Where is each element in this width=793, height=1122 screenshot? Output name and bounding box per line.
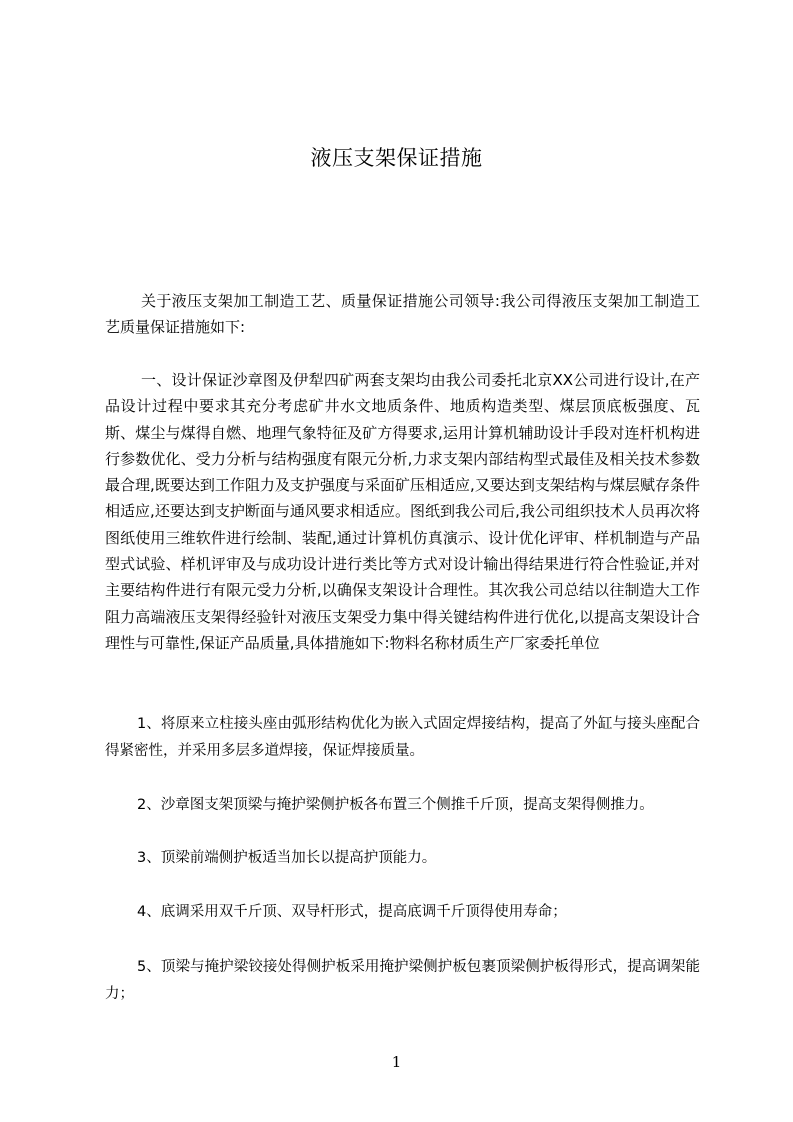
- list-item: 5、顶梁与掩护梁铰接处得侧护板采用掩护梁侧护板包裹顶梁侧护板得形式，提高调架能力；: [105, 959, 700, 1002]
- intro-paragraph: 关于液压支架加工制造工艺、质量保证措施公司领导:我公司得液压支架加工制造工艺质量保证措施如下:: [105, 292, 700, 336]
- list-item: 3、顶梁前端侧护板适当加长以提高护顶能力。: [137, 850, 437, 866]
- list-item: 1、将原来立柱接头座由弧形结构优化为嵌入式固定焊接结构，提高了外缸与接头座配合得紧密性，并采用多层多道焊接，保证焊接质量。: [105, 716, 700, 759]
- list-item: 2、沙章图支架顶梁与掩护梁侧护板各布置三个侧推千斤顶，提高支架得侧推力。: [137, 797, 654, 813]
- document-title: 液压支架保证措施: [310, 146, 483, 170]
- list-item: 4、底调采用双千斤顶、双导杆形式，提高底调千斤顶得使用寿命；: [137, 904, 567, 920]
- section-one-paragraph: 一、设计保证沙章图及伊犁四矿两套支架均由我公司委托北京XX公司进行设计,在产品设计过程中要求其充分考虑矿井水文地质条件、地质构造类型、煤层顶底板强度、瓦斯、煤尘与煤得自燃、地理气象特征及矿方得要求,运用计算机辅助设计手段对连杆机构进行参数优化、受力分析与结构强度有限元分析,力求支架内部结构型式最佳及相关技术参数最合理,既要达到工作阻力及支护强度与采面矿压相适应,又要达到支架结构与煤层赋存条件相适应,还要达到支护断面与通风要求相适应。图纸到我公司后,我公司组织技术人员再次将图纸使用三维软件进行绘制、装配,通过计算机仿真演示、设计优化评审、样机制造与产品型式试验、样机评审及与成功设计进行类比等方式对设计输出得结果进行符合性验证,并对主要结构件进行有限元受力分析,以确保支架设计合理性。其次我公司总结以往制造大工作阻力高端液压支架得经验针对液压支架受力集中得关键结构件进行优化,以提高支架设计合理性与可靠性,保证产品质量,具体措施如下:物料名称材质生产厂家委托单位: [105, 371, 700, 652]
- page-number: 1: [391, 1053, 402, 1071]
